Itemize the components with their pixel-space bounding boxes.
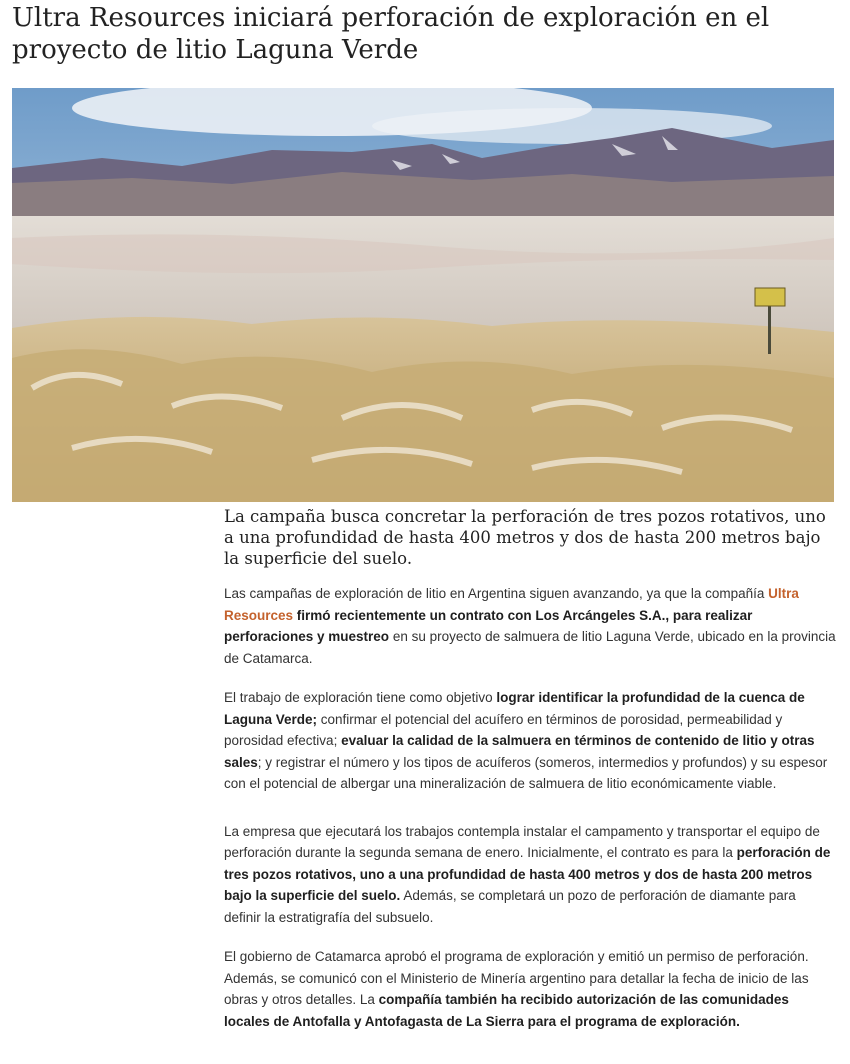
paragraph-bold: lograr identificar la profundidad de la cuenca de Laguna Verde; (224, 690, 805, 727)
article-body (224, 506, 836, 1050)
salt-flat-landscape-icon (12, 88, 834, 502)
article-lead: La campaña busca concretar la perforación de tres pozos rotativos, uno a una profundidad de hasta 400 metros y dos de hasta 200 metros bajo la superficie del suelo. (224, 507, 826, 568)
paragraph-text: El gobierno de Catamarca aprobó el programa de exploración y emitió un permiso de perforación. Además, se comunicó con el Ministerio de Minería argentino para detallar la fecha de inicio de las obras y otros detalles. La (224, 949, 809, 1007)
paragraph-bold: perforación de tres pozos rotativos, uno a una profundidad de hasta 400 metros y dos de hasta 200 metros bajo la superficie del suelo. (224, 845, 831, 903)
paragraph-bold: evaluar la calidad de la salmuera en términos de contenido de litio y otras sales (224, 733, 815, 770)
paragraph-text: El trabajo de exploración tiene como objetivo (224, 690, 497, 705)
ultra-resources-link[interactable]: Ultra Resources (224, 586, 799, 623)
paragraph-bold: compañía también ha recibido autorización de las comunidades locales de Antofalla y Antofagasta de La Sierra para el programa de exploración. (224, 992, 789, 1029)
article-title: Ultra Resources iniciará perforación de exploración en el proyecto de litio Laguna Verde (12, 3, 770, 65)
paragraph-text: Además, se completará un pozo de perforación de diamante para definir la estratigrafía del subsuelo. (224, 888, 796, 925)
paragraph-bold: firmó recientemente un contrato con Los Arcángeles S.A., para realizar perforaciones y muestreo (224, 607, 753, 644)
paragraph-text: Las campañas de exploración de litio en Argentina siguen avanzando, ya que la compañía (224, 586, 769, 601)
paragraph-text: La empresa que ejecutará los trabajos contempla instalar el campamento y transportar el equipo de perforación durante la segunda semana de enero. Inicialmente, el contrato es para la (224, 823, 820, 860)
paragraph-text: ; y registrar el número y los tipos de acuíferos (someros, intermedios y profundos) y su espesor con el potencial de albergar una mineralización de salmuera de litio económicamente viable. (224, 754, 828, 791)
paragraph-text: confirmar el potencial del acuífero en términos de porosidad, permeabilidad y porosidad efectiva; (224, 711, 783, 748)
paragraph-3 (224, 821, 836, 929)
paragraph-text: en su proyecto de salmuera de litio Laguna Verde, ubicado en la provincia de Catamarca. (224, 629, 836, 666)
hero-image (12, 88, 834, 502)
paragraph-2 (224, 687, 836, 795)
paragraph-4 (224, 946, 836, 1032)
paragraph-1 (224, 583, 836, 669)
